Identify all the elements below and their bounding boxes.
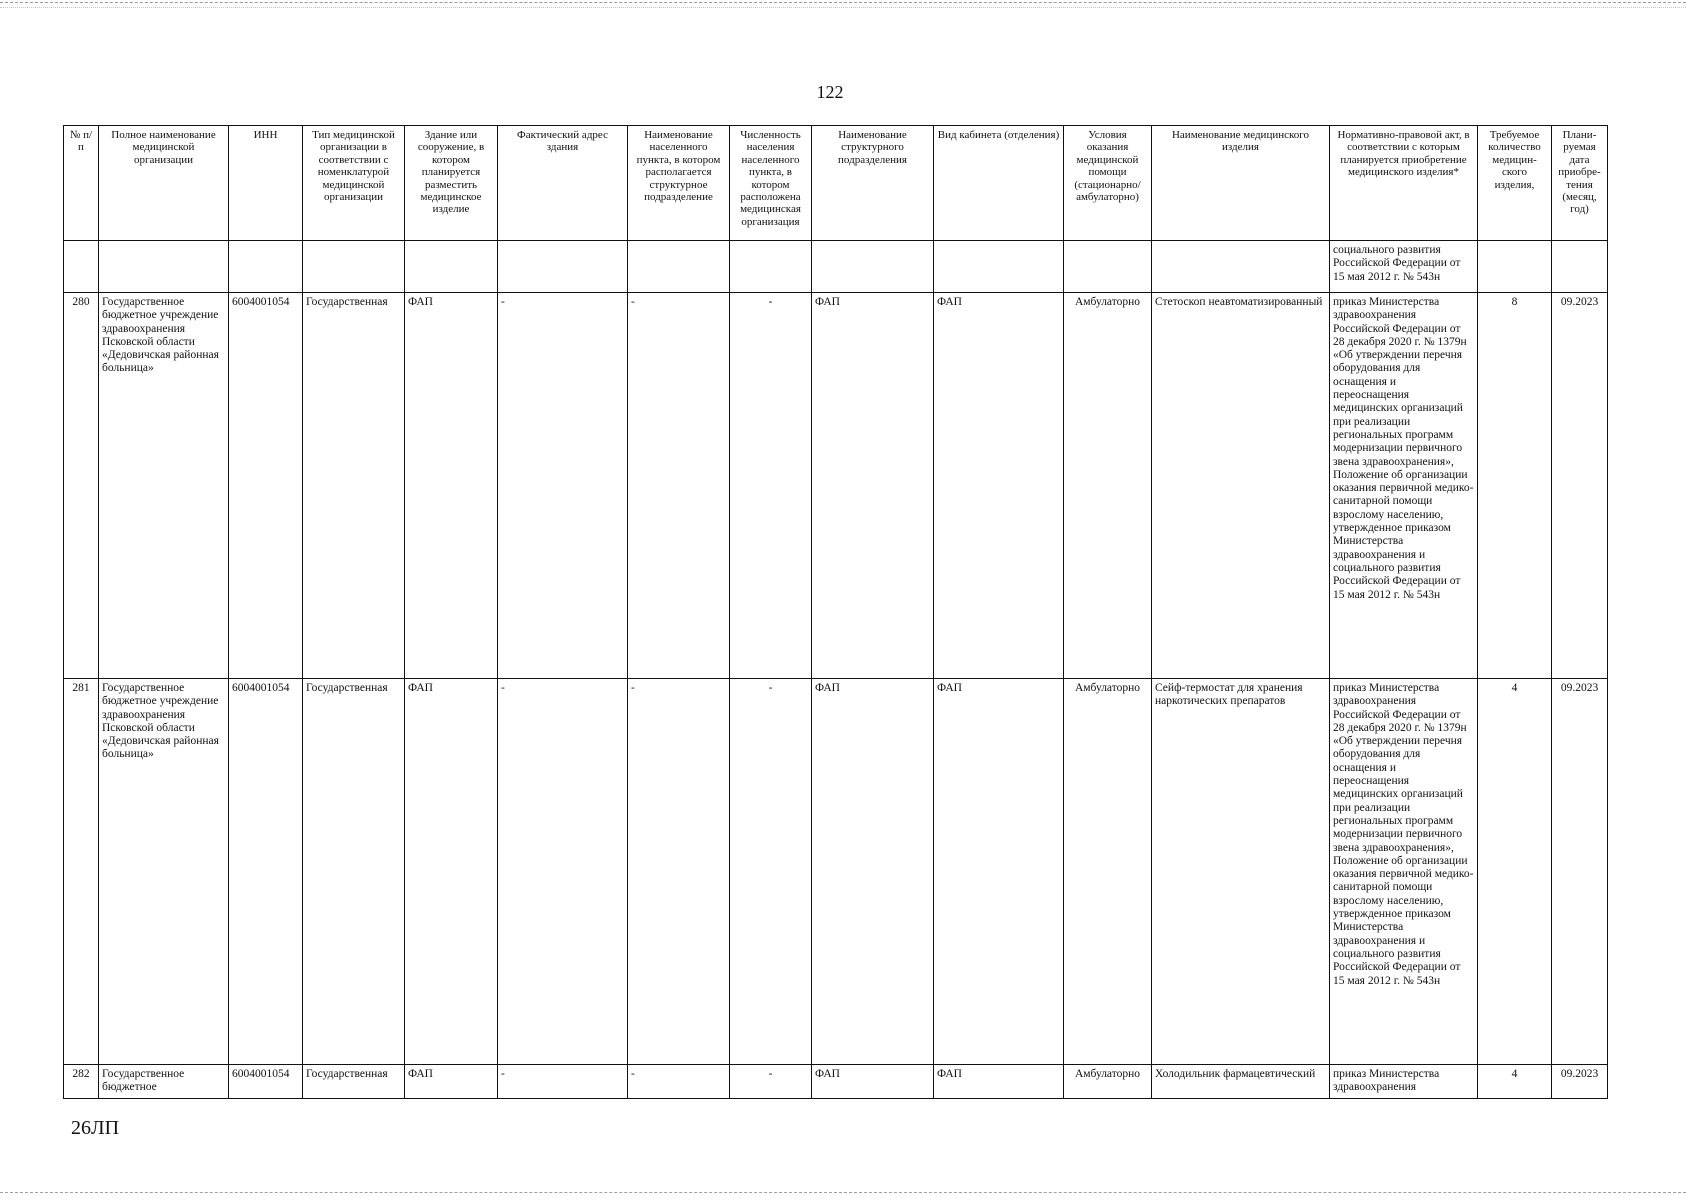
cell-num: 281 [64, 679, 99, 1065]
page-number: 122 [816, 82, 844, 102]
table-row-continuation [64, 241, 1608, 293]
cell-unit: ФАП [812, 679, 934, 1065]
cell-settlement: - [628, 679, 730, 1065]
column-header-conditions: Условия оказания медицинской помощи (стационарно/ амбулаторно) [1064, 126, 1152, 241]
column-header-type: Тип медицинской организации в соответствии с номенклатурой медицинской организации [303, 126, 405, 241]
cell-settlement: - [628, 1065, 730, 1099]
column-header-date: Плани-руемая дата приобре-тения (месяц, год) [1552, 126, 1608, 241]
table-row [64, 1065, 1608, 1099]
column-header-cabinet: Вид кабинета (отделения) [934, 126, 1064, 241]
cell-cabinet: ФАП [934, 293, 1064, 679]
cell-address: - [498, 1065, 628, 1099]
column-header-population: Численность населения населенного пункта, в котором расположена медицинская организация [730, 126, 812, 241]
cell-date: 09.2023 [1552, 679, 1608, 1065]
cell-act: приказ Министерства здравоохранения Российской Федерации от 28 декабря 2020 г. № 1379н «Об утверждении перечня оборудования для оснащения и переоснащения медицинских организаций при реализации региональных программ модернизации первичного звена здравоохранения», Положение об организации оказания первичной медико-санитарной помощи взрослому населению, утвержденное приказом Министерства здравоохранения и социального развития Российской Федерации от 15 мая 2012 г. № 543н [1330, 679, 1478, 1065]
scan-edge-bottom [0, 1192, 1686, 1196]
cell-cabinet: ФАП [934, 679, 1064, 1065]
cell-date: 09.2023 [1552, 1065, 1608, 1099]
document-code: 26ЛП [71, 1117, 120, 1139]
cell-act: приказ Министерства здравоохранения Российской Федерации от 28 декабря 2020 г. № 1379н «Об утверждении перечня оборудования для оснащения и переоснащения медицинских организаций при реализации региональных программ модернизации первичного звена здравоохранения», Положение об организации оказания первичной медико-санитарной помощи взрослому населению, утвержденное приказом Министерства здравоохранения и социального развития Российской Федерации от 15 мая 2012 г. № 543н [1330, 293, 1478, 679]
column-header-inn: ИНН [229, 126, 303, 241]
scan-edge-top [0, 2, 1686, 8]
cell-building: ФАП [405, 293, 498, 679]
cell-device: Сейф-термостат для хранения наркотических препаратов [1152, 679, 1330, 1065]
cell-qty: 4 [1478, 679, 1552, 1065]
cell-date: 09.2023 [1552, 293, 1608, 679]
table-row [64, 679, 1608, 1065]
column-header-building: Здание или сооружение, в котором планируется разместить медицинское изделие [405, 126, 498, 241]
cell-qty: 8 [1478, 293, 1552, 679]
table-header-row [64, 126, 1608, 241]
cell-org: Государственное бюджетное [99, 1065, 229, 1099]
cell-qty: 4 [1478, 1065, 1552, 1099]
cell-conditions: Амбулаторно [1064, 679, 1152, 1065]
cell-conditions: Амбулаторно [1064, 293, 1152, 679]
cell-unit: ФАП [812, 293, 934, 679]
cell-num: 280 [64, 293, 99, 679]
cell-act-continuation: социального развития Российской Федерации от 15 мая 2012 г. № 543н [1330, 241, 1478, 293]
cell-type: Государственная [303, 293, 405, 679]
column-header-unit: Наименование структурного подразделения [812, 126, 934, 241]
cell-settlement: - [628, 293, 730, 679]
cell-conditions: Амбулаторно [1064, 1065, 1152, 1099]
cell-unit: ФАП [812, 1065, 934, 1099]
cell-population: - [730, 679, 812, 1065]
cell-inn: 6004001054 [229, 679, 303, 1065]
cell-device: Стетоскоп неавтоматизированный [1152, 293, 1330, 679]
column-header-num: № п/п [64, 126, 99, 241]
cell-building: ФАП [405, 1065, 498, 1099]
cell-population: - [730, 1065, 812, 1099]
cell-org: Государственное бюджетное учреждение здравоохранения Псковской области «Дедовичская районная больница» [99, 679, 229, 1065]
cell-num: 282 [64, 1065, 99, 1099]
cell-inn: 6004001054 [229, 293, 303, 679]
column-header-address: Фактический адрес здания [498, 126, 628, 241]
cell-building: ФАП [405, 679, 498, 1065]
equipment-registry-table [63, 125, 1608, 1099]
cell-cabinet: ФАП [934, 1065, 1064, 1099]
cell-inn: 6004001054 [229, 1065, 303, 1099]
cell-address: - [498, 293, 628, 679]
column-header-org: Полное наименование медицинской организации [99, 126, 229, 241]
cell-act: приказ Министерства здравоохранения [1330, 1065, 1478, 1099]
cell-org: Государственное бюджетное учреждение здравоохранения Псковской области «Дедовичская районная больница» [99, 293, 229, 679]
column-header-settlement: Наименование населенного пункта, в котором располагается структурное подразделение [628, 126, 730, 241]
column-header-device: Наименование медицинского изделия [1152, 126, 1330, 241]
column-header-act: Нормативно-правовой акт, в соответствии с которым планируется приобретение медицинского изделия* [1330, 126, 1478, 241]
cell-type: Государственная [303, 1065, 405, 1099]
cell-address: - [498, 679, 628, 1065]
column-header-qty: Требуемое количество медицин-ского изделия, [1478, 126, 1552, 241]
cell-population: - [730, 293, 812, 679]
cell-device: Холодильник фармацевтический [1152, 1065, 1330, 1099]
table-row [64, 293, 1608, 679]
cell-type: Государственная [303, 679, 405, 1065]
